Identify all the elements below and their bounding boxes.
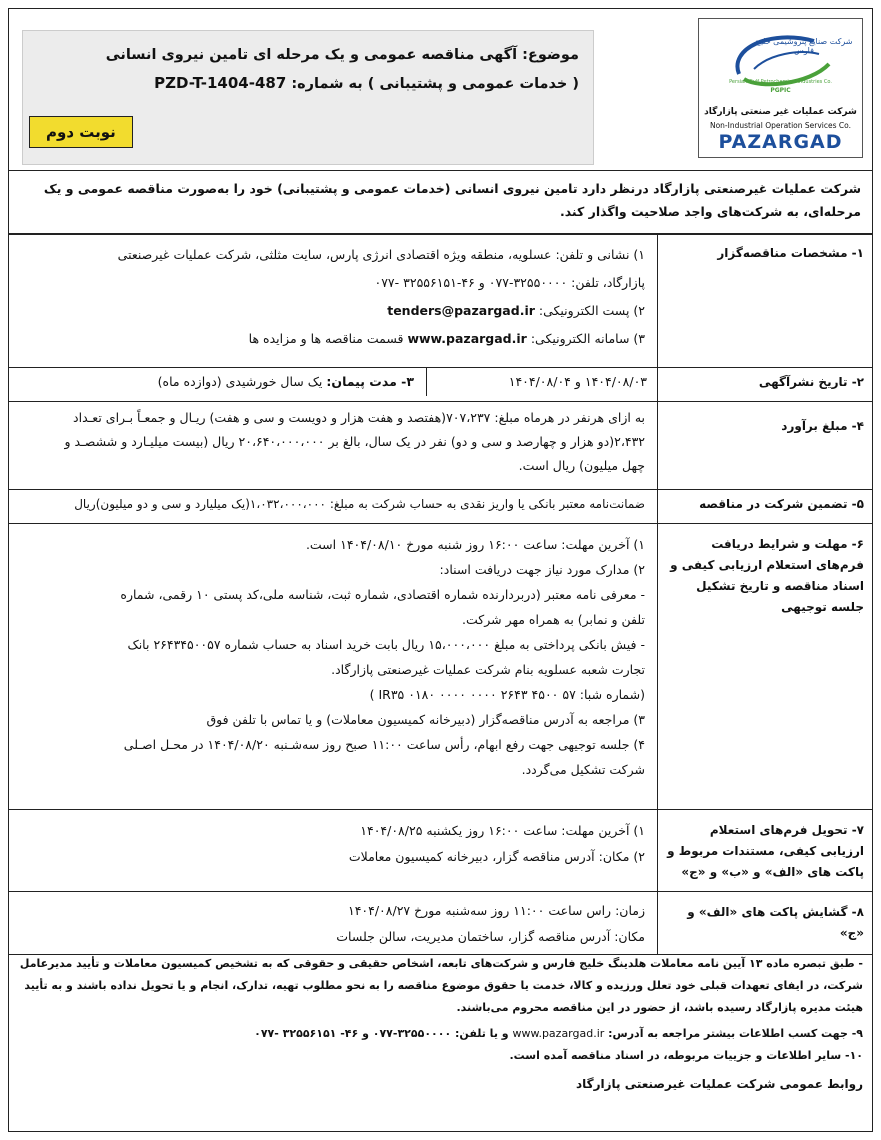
opening-place: مکان: آدرس مناقصه گزار، ساختمان مدیریت، سالن جلسات [336, 929, 645, 944]
documents-line: - معرفی نامه معتبر (دربردارنده شماره اقتصادی، شماره ثبت، شناسه ملی،کد پستی ۱۰ رقمی، شماره [120, 587, 645, 602]
table-row [9, 892, 873, 955]
website-line [21, 325, 645, 353]
table-row [9, 524, 873, 810]
row-label: ۷- تحویل فرم‌های استعلام ارزیابی کیفی، مستندات مربوط و پاکت های «الف» و «ب» و «ج» [658, 810, 873, 892]
documents-line: تلفن و نمابر) به همراه مهر شرکت. [462, 612, 645, 627]
phone-line: پازارگاد، تلفن: ۳۲۵۵۰۰۰۰-۰۷۷ و ۴۶-۳۲۵۵۶۱۵۱ -۰۷۷ [374, 275, 645, 290]
round-badge: نوبت دوم [29, 116, 133, 148]
row-label: ۴- مبلغ برآورد [658, 402, 873, 490]
row-value [9, 235, 658, 368]
legal-note: - طبق تبصره ماده ۱۳ آیین نامه معاملات هلدینگ خلیج فارس و شرکت‌های تابعه، اشخاص حقیقی و حقوقی که به تشخیص کمیسیون معاملات و تأیید مدیرعامل شرکت، در ایفای تعهدات قبلی خود تعلل ورزیده و کالا، خدمت یا حقوق موضوع مناقصه را به نحو مطلوب تهیه، تدارک، انجام و یا تحویل نداده باشند و به تأیید هیئت مدیره پازارگاد رسیده باشد، از حضور در این مناقصه محروم می‌باشند. [19, 957, 863, 1014]
guarantee-text: ضمانت‌نامه معتبر بانکی یا واریز نقدی به حساب شرکت به مبلغ: ۱،۰۳۲،۰۰۰،۰۰۰(یک میلیارد و سی و دو میلیون)ریال [9, 490, 658, 524]
row-value [9, 810, 658, 892]
logo-abbr: PGPIC [770, 87, 791, 94]
info-label: ۹- جهت کسب اطلاعات بیشتر مراجعه به آدرس: [608, 1027, 863, 1040]
address-line: ۱) نشانی و تلفن: عسلویه، منطقه ویژه اقتصادی انرژی پارس، سایت مثلثی، شرکت عملیات غیرصنعتی [117, 247, 645, 262]
row-label: ۶- مهلت و شرایط دریافت فرم‌های استعلام ارزیابی کیفی و اسناد مناقصه و تاریخ تشکیل جلسه توجیهی [658, 524, 873, 810]
deadline-line: ۱) آخرین مهلت: ساعت ۱۶:۰۰ روز شنبه مورخ ۱۴۰۴/۰۸/۱۰ است. [305, 537, 645, 552]
email-line [21, 297, 645, 325]
company-logo [698, 18, 863, 158]
row-label: ۲- تاریخ نشرآگهی [658, 368, 873, 402]
row-value [9, 368, 658, 402]
logo-sub-fa: شرکت عملیات غیر صنعتی پازارگاد [704, 107, 857, 117]
table-row [9, 810, 873, 892]
table-row [9, 235, 873, 368]
opening-time: زمان: راس ساعت ۱۱:۰۰ روز سه‌شنبه مورخ ۱۴۰۴/۰۸/۲۷ [347, 903, 645, 918]
meeting-line: شرکت تشکیل می‌گردد. [521, 762, 645, 777]
row-label: ۱- مشخصات مناقصه‌گزار [658, 235, 873, 368]
publish-dates: ۱۴۰۴/۰۸/۰۳ و ۱۴۰۴/۰۸/۰۴ [426, 368, 657, 396]
footer-notes [8, 947, 873, 1132]
row-label: ۸- گشایش پاکت های «الف» و «ج» [658, 892, 873, 955]
delivery-deadline: ۱) آخرین مهلت: ساعت ۱۶:۰۰ روز یکشنبه ۱۴۰۴/۰۸/۲۵ [360, 823, 645, 838]
info-website-link[interactable]: www.pazargad.ir [512, 1027, 605, 1040]
website-label: ۳) سامانه الکترونیکی: [530, 331, 645, 346]
intro-paragraph: شرکت عملیات غیرصنعتی پازارگاد درنظر دارد تامین نیروی انسانی (خدمات عمومی و پشتیبانی) خود را به‌صورت مناقصه عمومی و یک مرحله‌ای، به شرکت‌های واجد صلاحیت واگذار کند. [8, 171, 873, 234]
duration-value: یک سال خورشیدی (دوازده ماه) [157, 374, 323, 389]
info-line [18, 1023, 863, 1045]
documents-line: ۲) مدارک مورد نیاز جهت دریافت اسناد: [439, 562, 645, 577]
estimate-line: به ازای هرنفر در هرماه مبلغ: ۷۰۷،۲۳۷(هفتصد و هفت هزار و دویست و سی و هفت) ریـال و جمعـاً بـرای تعـداد [73, 410, 645, 425]
website-link[interactable]: www.pazargad.ir [407, 331, 527, 346]
page-subtitle [23, 69, 593, 98]
signature: روابط عمومی شرکت عملیات غیرصنعتی پازارگاد [575, 1077, 863, 1091]
contract-duration [9, 368, 426, 396]
subtitle-text: ( خدمات عمومی و پشتیبانی ) به شماره: [291, 76, 579, 92]
email-label: ۲) پست الکترونیکی: [538, 303, 645, 318]
other-info-line: ۱۰- سایر اطلاعات و جزییات مربوطه، در اسناد مناقصه آمده است. [509, 1049, 863, 1062]
tender-table [8, 234, 873, 955]
row-label: ۵- تضمین شرکت در مناقصه [658, 490, 873, 524]
logo-sub-en: Non-Industrial Operation Services Co. [709, 121, 851, 130]
header [8, 8, 873, 171]
website-suffix: قسمت مناقصه ها و مزایده ها [248, 331, 404, 346]
duration-label: ۳- مدت پیمان: [326, 374, 414, 389]
info-phone: و یا تلفن: ۳۲۵۵۰۰۰۰-۰۷۷ و ۴۶- ۳۲۵۵۶۱۵۱ -۰۷۷ [254, 1027, 509, 1040]
logo-brand: PAZARGAD [718, 131, 843, 153]
tender-number: PZD-T-1404-487 [154, 74, 287, 92]
table-row [9, 402, 873, 490]
estimate-line: ۲،۴۳۲(دو هزار و چهارصد و سی و دو) نفر در یک سال، بالغ بر ۲۰،۶۴۰،۰۰۰،۰۰۰ ریال (بیست میلیـارد و ششصـد و [64, 434, 645, 449]
logo-company-en: Persian Gulf Petrochemical Industries Co. [729, 79, 832, 85]
delivery-place: ۲) مکان: آدرس مناقصه گزار، دبیرخانه کمیسیون معاملات [348, 849, 645, 864]
logo-company-fa: شرکت صنایع پتروشیمی خلیج فارس [755, 37, 853, 55]
page-title: موضوع: آگهی مناقصه عمومی و یک مرحله ای تامین نیروی انسانی [105, 47, 579, 63]
payment-line: تجارت شعبه عسلویه بنام شرکت عملیات غیرصنعتی پازارگاد. [331, 662, 645, 677]
table-row [9, 368, 873, 402]
table-row [9, 490, 873, 524]
meeting-line: ۴) جلسه توجیهی جهت رفع ابهام، رأس ساعت ۱۱:۰۰ صبح روز سه‌شـنبه ۱۴۰۴/۰۸/۲۰ در محـل اصـلی [123, 737, 645, 752]
sheba-line: (شماره شبا: IR۳۵ ۰۱۸۰ ۰۰۰۰ ۰۰۰۰ ۲۶۴۳ ۴۵۰۰ ۵۷ ) [369, 687, 645, 702]
contact-line: ۳) مراجعه به آدرس مناقصه‌گزار (دبیرخانه کمیسیون معاملات) و یا تماس با تلفن فوق [206, 712, 645, 727]
row-value [9, 892, 658, 955]
email-link[interactable]: tenders@pazargad.ir [387, 303, 535, 318]
row-value [9, 524, 658, 810]
payment-line: - فیش بانکی پرداختی به مبلغ ۱۵،۰۰۰،۰۰۰ ریال بابت خرید اسناد به حساب شماره ۲۶۴۳۴۵۰۰۵۷ بانک [127, 637, 645, 652]
title-box [22, 30, 594, 165]
estimate-line: چهل میلیون) ریال است. [518, 458, 645, 473]
row-value [9, 402, 658, 490]
